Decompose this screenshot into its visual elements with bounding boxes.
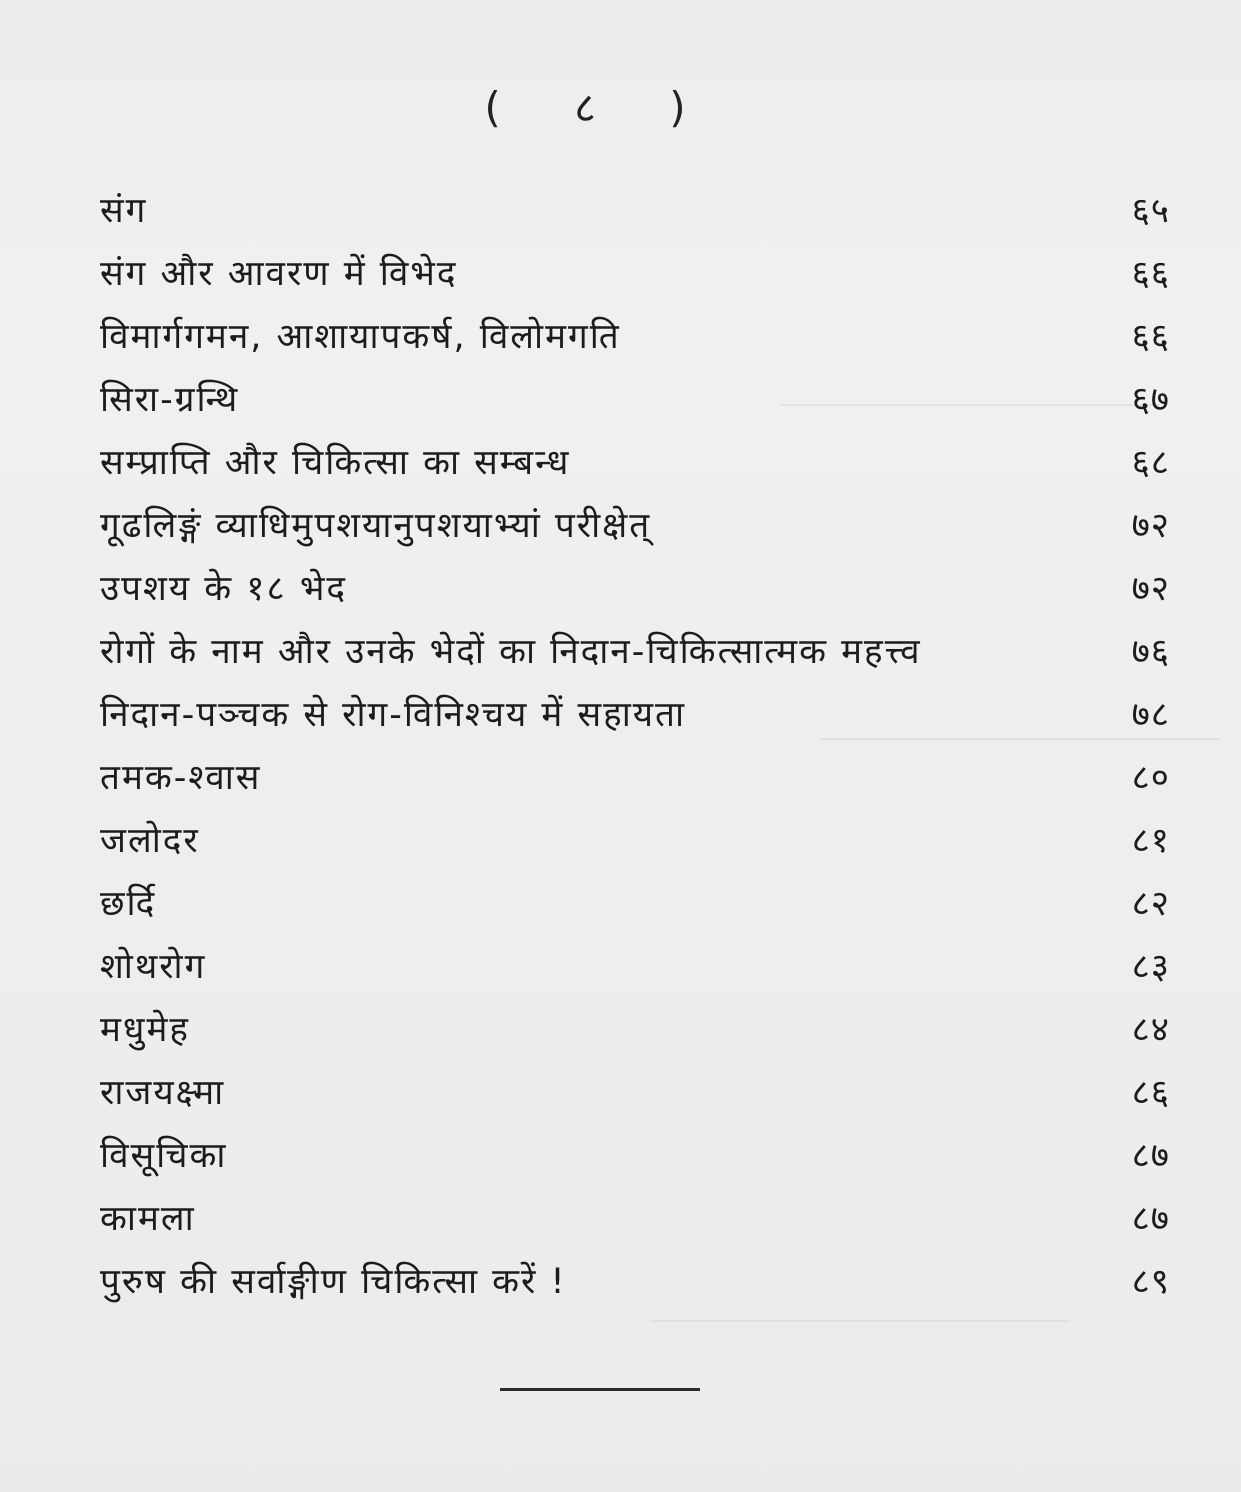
toc-entry	[100, 810, 1170, 873]
toc-entry-page: ६६	[1131, 317, 1170, 357]
toc-entry-page: ६६	[1131, 254, 1170, 294]
toc-entry	[100, 1188, 1170, 1251]
toc-entry-page: ६५	[1131, 191, 1170, 231]
toc-entry	[100, 180, 1170, 243]
toc-entry-title: पुरुष की सर्वाङ्गीण चिकित्सा करें !	[100, 1262, 567, 1302]
toc-entry-page: ७६	[1131, 632, 1170, 672]
toc-entry-page: ८४	[1131, 1010, 1170, 1050]
toc-entry-title: रोगों के नाम और उनके भेदों का निदान-चिकित्सात्मक महत्त्व	[100, 632, 922, 672]
toc-entry-page: ७८	[1131, 695, 1170, 735]
toc-entry-page: ८७	[1131, 1136, 1170, 1176]
toc-entry	[100, 936, 1170, 999]
toc-entry-title: संग और आवरण में विभेद	[100, 254, 458, 294]
toc-entry-title: निदान-पञ्चक से रोग-विनिश्चय में सहायता	[100, 695, 687, 735]
toc-entry-page: ८२	[1131, 884, 1170, 924]
toc-entry-title: छर्दि	[100, 884, 157, 924]
toc-entry	[100, 306, 1170, 369]
toc-entry-title: संग	[100, 191, 148, 231]
toc-entry	[100, 243, 1170, 306]
toc-entry	[100, 1251, 1170, 1314]
toc-entry-title: कामला	[100, 1199, 196, 1239]
toc-entry-title: सम्प्राप्ति और चिकित्सा का सम्बन्ध	[100, 443, 571, 483]
toc-entry	[100, 1125, 1170, 1188]
end-divider-rule	[500, 1388, 700, 1391]
page-number: ( ८ )	[484, 83, 716, 132]
toc-entry-page: ८१	[1131, 821, 1170, 861]
toc-entry	[100, 369, 1170, 432]
toc-entry	[100, 432, 1170, 495]
toc-entry	[100, 747, 1170, 810]
toc-entry-title: तमक-श्वास	[100, 758, 262, 798]
bleed-through-line	[650, 1320, 1070, 1322]
toc-entry-page: ८९	[1131, 1262, 1170, 1302]
toc-entry-title: गूढलिङ्गं व्याधिमुपशयानुपशयाभ्यां परीक्षेत्	[100, 506, 652, 546]
toc-entry-page: ७२	[1131, 506, 1170, 546]
toc-entry	[100, 873, 1170, 936]
toc-entry-title: उपशय के १८ भेद	[100, 569, 348, 609]
toc-entry	[100, 1062, 1170, 1125]
toc-entry-title: जलोदर	[100, 821, 200, 861]
toc-entry-page: ७२	[1131, 569, 1170, 609]
toc-entry-page: ८७	[1131, 1199, 1170, 1239]
toc-entry-page: ६८	[1131, 443, 1170, 483]
toc-entry-page: ८३	[1131, 947, 1170, 987]
toc-entry-title: शोथरोग	[100, 947, 207, 987]
toc-entry	[100, 558, 1170, 621]
toc-entry	[100, 684, 1170, 747]
toc-entry-title: राजयक्ष्मा	[100, 1073, 226, 1113]
toc-entry-title: सिरा-ग्रन्थि	[100, 380, 240, 420]
table-of-contents	[100, 180, 1170, 1314]
toc-entry	[100, 495, 1170, 558]
toc-entry	[100, 999, 1170, 1062]
toc-entry-title: विसूचिका	[100, 1136, 228, 1176]
toc-entry-page: ८०	[1131, 758, 1170, 798]
toc-entry-title: मधुमेह	[100, 1010, 190, 1050]
toc-entry-title: विमार्गगमन, आशायापकर्ष, विलोमगति	[100, 317, 621, 357]
toc-entry-page: ८६	[1131, 1073, 1170, 1113]
toc-entry	[100, 621, 1170, 684]
toc-entry-page: ६७	[1131, 380, 1170, 420]
